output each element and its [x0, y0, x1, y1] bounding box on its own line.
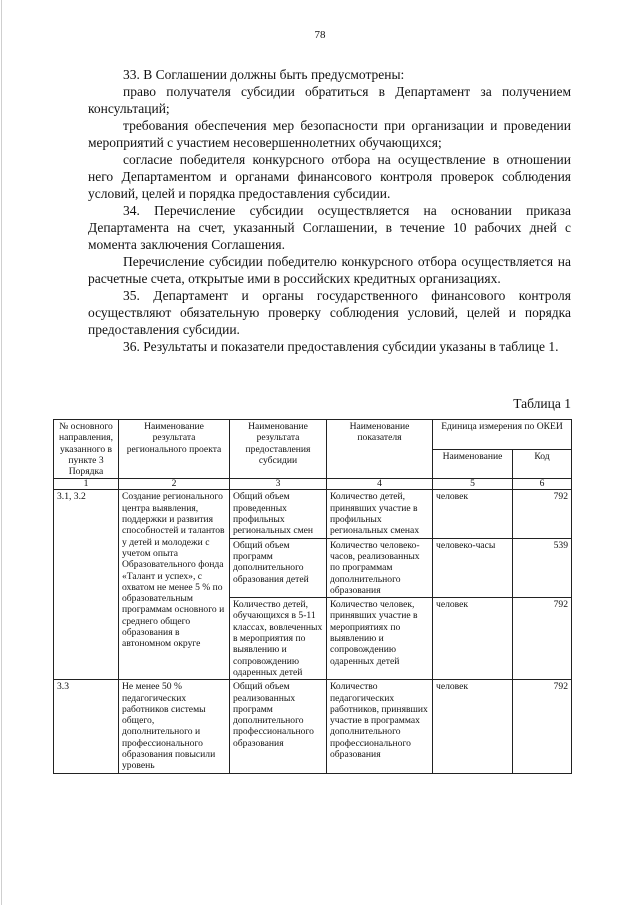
- scan-edge: [1, 0, 2, 905]
- header-indicator: Наименование показателя: [327, 420, 433, 479]
- cell-subsidy-result: Количество детей, обучающихся в 5-11 классах, вовлеченных в мероприятия по выявлению и сопровождению одаренных детей: [230, 598, 327, 680]
- cell-subsidy-result: Общий объем программ дополнительного образования детей: [230, 538, 327, 597]
- column-number: 5: [433, 479, 513, 490]
- cell-direction: 3.3: [54, 680, 119, 773]
- column-numbers-row: [54, 479, 572, 490]
- paragraph-33: 33. В Соглашении должны быть предусмотрены:: [123, 67, 405, 82]
- cell-project-result: Не менее 50 % педагогических работников системы общего, дополнительного и профессионального образования повысили уровень: [119, 680, 230, 773]
- cell-project-result: Создание регионального центра выявления, поддержки и развития способностей и талантов у детей и молодежи с учетом опыта Образовательного фонда «Талант и успех», с охватом не менее 5 % по образовательным программам основного и среднего общего образования в автономном округе: [119, 490, 230, 680]
- column-number: 1: [54, 479, 119, 490]
- cell-unit: человек: [433, 598, 513, 680]
- cell-subsidy-result: Общий объем реализованных программ дополнительного профессионального образования: [230, 680, 327, 773]
- header-direction: № основного направления, указанного в пункте 3 Порядка: [54, 420, 119, 479]
- paragraph-34: 34. Перечисление субсидии осуществляется на основании приказа Департамента на счет, указанный Соглашении, в течение 10 рабочих дней с момента заключения Соглашения.: [88, 203, 571, 252]
- cell-code: 792: [513, 598, 572, 680]
- cell-code: 792: [513, 490, 572, 538]
- paragraph-33-item-3: согласие победителя конкурсного отбора на осуществление в отношении него Департаментом и органами финансового контроля проверок соблюдения условий, целей и порядка предоставления субсидии.: [88, 152, 571, 201]
- header-okei-name: Наименование: [433, 449, 513, 479]
- column-number: 4: [327, 479, 433, 490]
- body-text: [88, 66, 571, 355]
- column-number: 2: [119, 479, 230, 490]
- cell-indicator: Количество человеко-часов, реализованных по программам дополнительного образования: [327, 538, 433, 597]
- paragraph-34-transfer: Перечисление субсидии победителю конкурсного отбора осуществляется на расчетные счета, открытые ими в российских кредитных организациях.: [88, 254, 571, 286]
- column-number: 3: [230, 479, 327, 490]
- table-header-row: [54, 420, 572, 450]
- table-row: [54, 490, 572, 538]
- cell-direction: 3.1, 3.2: [54, 490, 119, 680]
- header-subsidy-result: Наименование результата предоставления субсидии: [230, 420, 327, 479]
- cell-code: 539: [513, 538, 572, 597]
- paragraph-36: 36. Результаты и показатели предоставления субсидии указаны в таблице 1.: [123, 339, 559, 354]
- header-project-result: Наименование результата регионального проекта: [119, 420, 230, 479]
- paragraph-33-item-1: право получателя субсидии обратиться в Департамент за получением консультаций;: [88, 84, 571, 116]
- column-number: 6: [513, 479, 572, 490]
- results-table: [53, 419, 572, 774]
- cell-indicator: Количество педагогических работников, принявших участие в программах дополнительного профессионального образования: [327, 680, 433, 773]
- cell-code: 792: [513, 680, 572, 773]
- cell-unit: человек: [433, 490, 513, 538]
- table-caption: Таблица 1: [513, 396, 571, 411]
- header-okei: Единица измерения по ОКЕИ: [433, 420, 572, 450]
- cell-unit: человек: [433, 680, 513, 773]
- table-row: [54, 680, 572, 773]
- page-number: 78: [314, 29, 326, 41]
- cell-indicator: Количество детей, принявших участие в профильных региональных сменах: [327, 490, 433, 538]
- cell-unit: человеко-часы: [433, 538, 513, 597]
- paragraph-35: 35. Департамент и органы государственного финансового контроля осуществляют обязательную проверку соблюдения условий, целей и порядка предоставления субсидии.: [88, 288, 571, 337]
- header-okei-code: Код: [513, 449, 572, 479]
- cell-indicator: Количество человек, принявших участие в мероприятиях по выявлению и сопровождению одаренных детей: [327, 598, 433, 680]
- cell-subsidy-result: Общий объем проведенных профильных региональных смен: [230, 490, 327, 538]
- paragraph-33-item-2: требования обеспечения мер безопасности при организации и проведении мероприятий с участием несовершеннолетних обучающихся;: [88, 118, 571, 150]
